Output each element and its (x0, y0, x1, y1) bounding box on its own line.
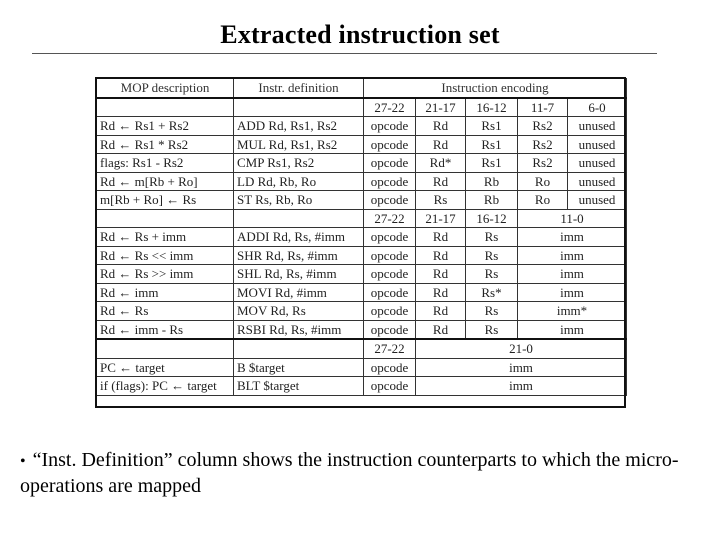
title-divider (32, 53, 657, 54)
encoding-field: unused (568, 154, 627, 173)
table-row (97, 320, 627, 339)
format-row (97, 209, 627, 228)
encoding-field: Rs2 (518, 117, 568, 136)
bit-range: 21-17 (416, 98, 466, 117)
encoding-field: Rs* (466, 283, 518, 302)
encoding-field: Rs2 (518, 135, 568, 154)
bit-range: 16-12 (466, 98, 518, 117)
encoding-field: Rs1 (466, 117, 518, 136)
encoding-field: opcode (364, 172, 416, 191)
instr-definition: ADD Rd, Rs1, Rs2 (234, 117, 364, 136)
encoding-field: Rs (466, 302, 518, 321)
encoding-field: opcode (364, 228, 416, 247)
bit-range: 27-22 (364, 209, 416, 228)
instr-definition: MUL Rd, Rs1, Rs2 (234, 135, 364, 154)
mop-description: Rd ← m[Rb + Ro] (97, 172, 234, 191)
slide-title: Extracted instruction set (220, 20, 500, 49)
encoding-field: opcode (364, 191, 416, 210)
mop-description: Rd ← imm - Rs (97, 320, 234, 339)
encoding-field: opcode (364, 358, 416, 377)
table-row (97, 358, 627, 377)
encoding-field: Rd (416, 172, 466, 191)
table-row (97, 283, 627, 302)
encoding-field: Rd (416, 265, 466, 284)
bit-range: 11-0 (518, 209, 627, 228)
table-row (97, 246, 627, 265)
empty-cell (234, 209, 364, 228)
encoding-field: Rs2 (518, 154, 568, 173)
encoding-field: Rd (416, 320, 466, 339)
mop-description: Rd ← Rs (97, 302, 234, 321)
encoding-field: Ro (518, 191, 568, 210)
mop-description: PC ← target (97, 358, 234, 377)
bullet-point (20, 448, 700, 499)
encoding-field: Rd (416, 117, 466, 136)
instr-definition: MOV Rd, Rs (234, 302, 364, 321)
table-row (97, 228, 627, 247)
empty-cell (97, 98, 234, 117)
table-row (97, 377, 627, 396)
bit-range: 16-12 (466, 209, 518, 228)
instr-header: Instr. definition (234, 79, 364, 98)
instr-definition: MOVI Rd, #imm (234, 283, 364, 302)
encoding-field: unused (568, 191, 627, 210)
encoding-field: Ro (518, 172, 568, 191)
encoding-field: unused (568, 117, 627, 136)
mop-header: MOP description (97, 79, 234, 98)
encoding-field: opcode (364, 135, 416, 154)
mop-description: Rd ← Rs >> imm (97, 265, 234, 284)
bit-range: 27-22 (364, 339, 416, 358)
encoding-field: opcode (364, 283, 416, 302)
encoding-field: Rs1 (466, 135, 518, 154)
encoding-field: opcode (364, 265, 416, 284)
format-row (97, 339, 627, 358)
encoding-field: imm (518, 265, 627, 284)
encoding-field: opcode (364, 246, 416, 265)
mop-description: flags: Rs1 - Rs2 (97, 154, 234, 173)
table-row (97, 302, 627, 321)
instr-definition: SHL Rd, Rs, #imm (234, 265, 364, 284)
encoding-header: Instruction encoding (364, 79, 627, 98)
encoding-field: imm (416, 377, 627, 396)
empty-cell (234, 339, 364, 358)
encoding-field: imm (518, 283, 627, 302)
mop-description: Rd ← Rs1 * Rs2 (97, 135, 234, 154)
bullet-text: “Inst. Definition” column shows the instruction counterparts to which the micro-operations are mapped (20, 449, 679, 497)
instr-definition: SHR Rd, Rs, #imm (234, 246, 364, 265)
instr-definition: BLT $target (234, 377, 364, 396)
table-row (97, 191, 627, 210)
table-row (97, 135, 627, 154)
empty-cell (234, 98, 364, 117)
table-row (97, 172, 627, 191)
table-row (97, 117, 627, 136)
bit-range: 27-22 (364, 98, 416, 117)
encoding-field: opcode (364, 117, 416, 136)
encoding-field: Rd (416, 283, 466, 302)
encoding-field: imm (416, 358, 627, 377)
bit-range: 21-17 (416, 209, 466, 228)
encoding-field: opcode (364, 154, 416, 173)
encoding-field: Rs (416, 191, 466, 210)
mop-description: Rd ← imm (97, 283, 234, 302)
encoding-field: Rd (416, 228, 466, 247)
instruction-set-table (96, 78, 627, 396)
bit-range: 21-0 (416, 339, 627, 358)
encoding-field: Rs (466, 320, 518, 339)
encoding-field: Rb (466, 172, 518, 191)
encoding-field: Rs (466, 228, 518, 247)
bit-range: 11-7 (518, 98, 568, 117)
encoding-field: imm (518, 320, 627, 339)
encoding-field: imm (518, 228, 627, 247)
instr-definition: ADDI Rd, Rs, #imm (234, 228, 364, 247)
encoding-field: Rd* (416, 154, 466, 173)
encoding-field: Rd (416, 302, 466, 321)
mop-description: Rd ← Rs + imm (97, 228, 234, 247)
mop-description: Rd ← Rs << imm (97, 246, 234, 265)
instr-definition: B $target (234, 358, 364, 377)
encoding-field: unused (568, 172, 627, 191)
table-row (97, 154, 627, 173)
encoding-field: opcode (364, 377, 416, 396)
instr-definition: CMP Rs1, Rs2 (234, 154, 364, 173)
mop-description: Rd ← Rs1 + Rs2 (97, 117, 234, 136)
encoding-field: opcode (364, 302, 416, 321)
bullet-dot: • (20, 453, 26, 470)
mop-description: if (flags): PC ← target (97, 377, 234, 396)
instr-definition: ST Rs, Rb, Ro (234, 191, 364, 210)
instr-definition: LD Rd, Rb, Ro (234, 172, 364, 191)
encoding-field: Rs1 (466, 154, 518, 173)
table-row (97, 265, 627, 284)
encoding-field: opcode (364, 320, 416, 339)
empty-cell (97, 339, 234, 358)
encoding-field: Rd (416, 135, 466, 154)
encoding-field: imm* (518, 302, 627, 321)
instr-definition: RSBI Rd, Rs, #imm (234, 320, 364, 339)
bit-range: 6-0 (568, 98, 627, 117)
encoding-field: imm (518, 246, 627, 265)
empty-cell (97, 209, 234, 228)
format-row (97, 98, 627, 117)
encoding-field: Rs (466, 246, 518, 265)
mop-description: m[Rb + Ro] ← Rs (97, 191, 234, 210)
encoding-field: Rs (466, 265, 518, 284)
encoding-field: unused (568, 135, 627, 154)
encoding-field: Rd (416, 246, 466, 265)
encoding-field: Rb (466, 191, 518, 210)
